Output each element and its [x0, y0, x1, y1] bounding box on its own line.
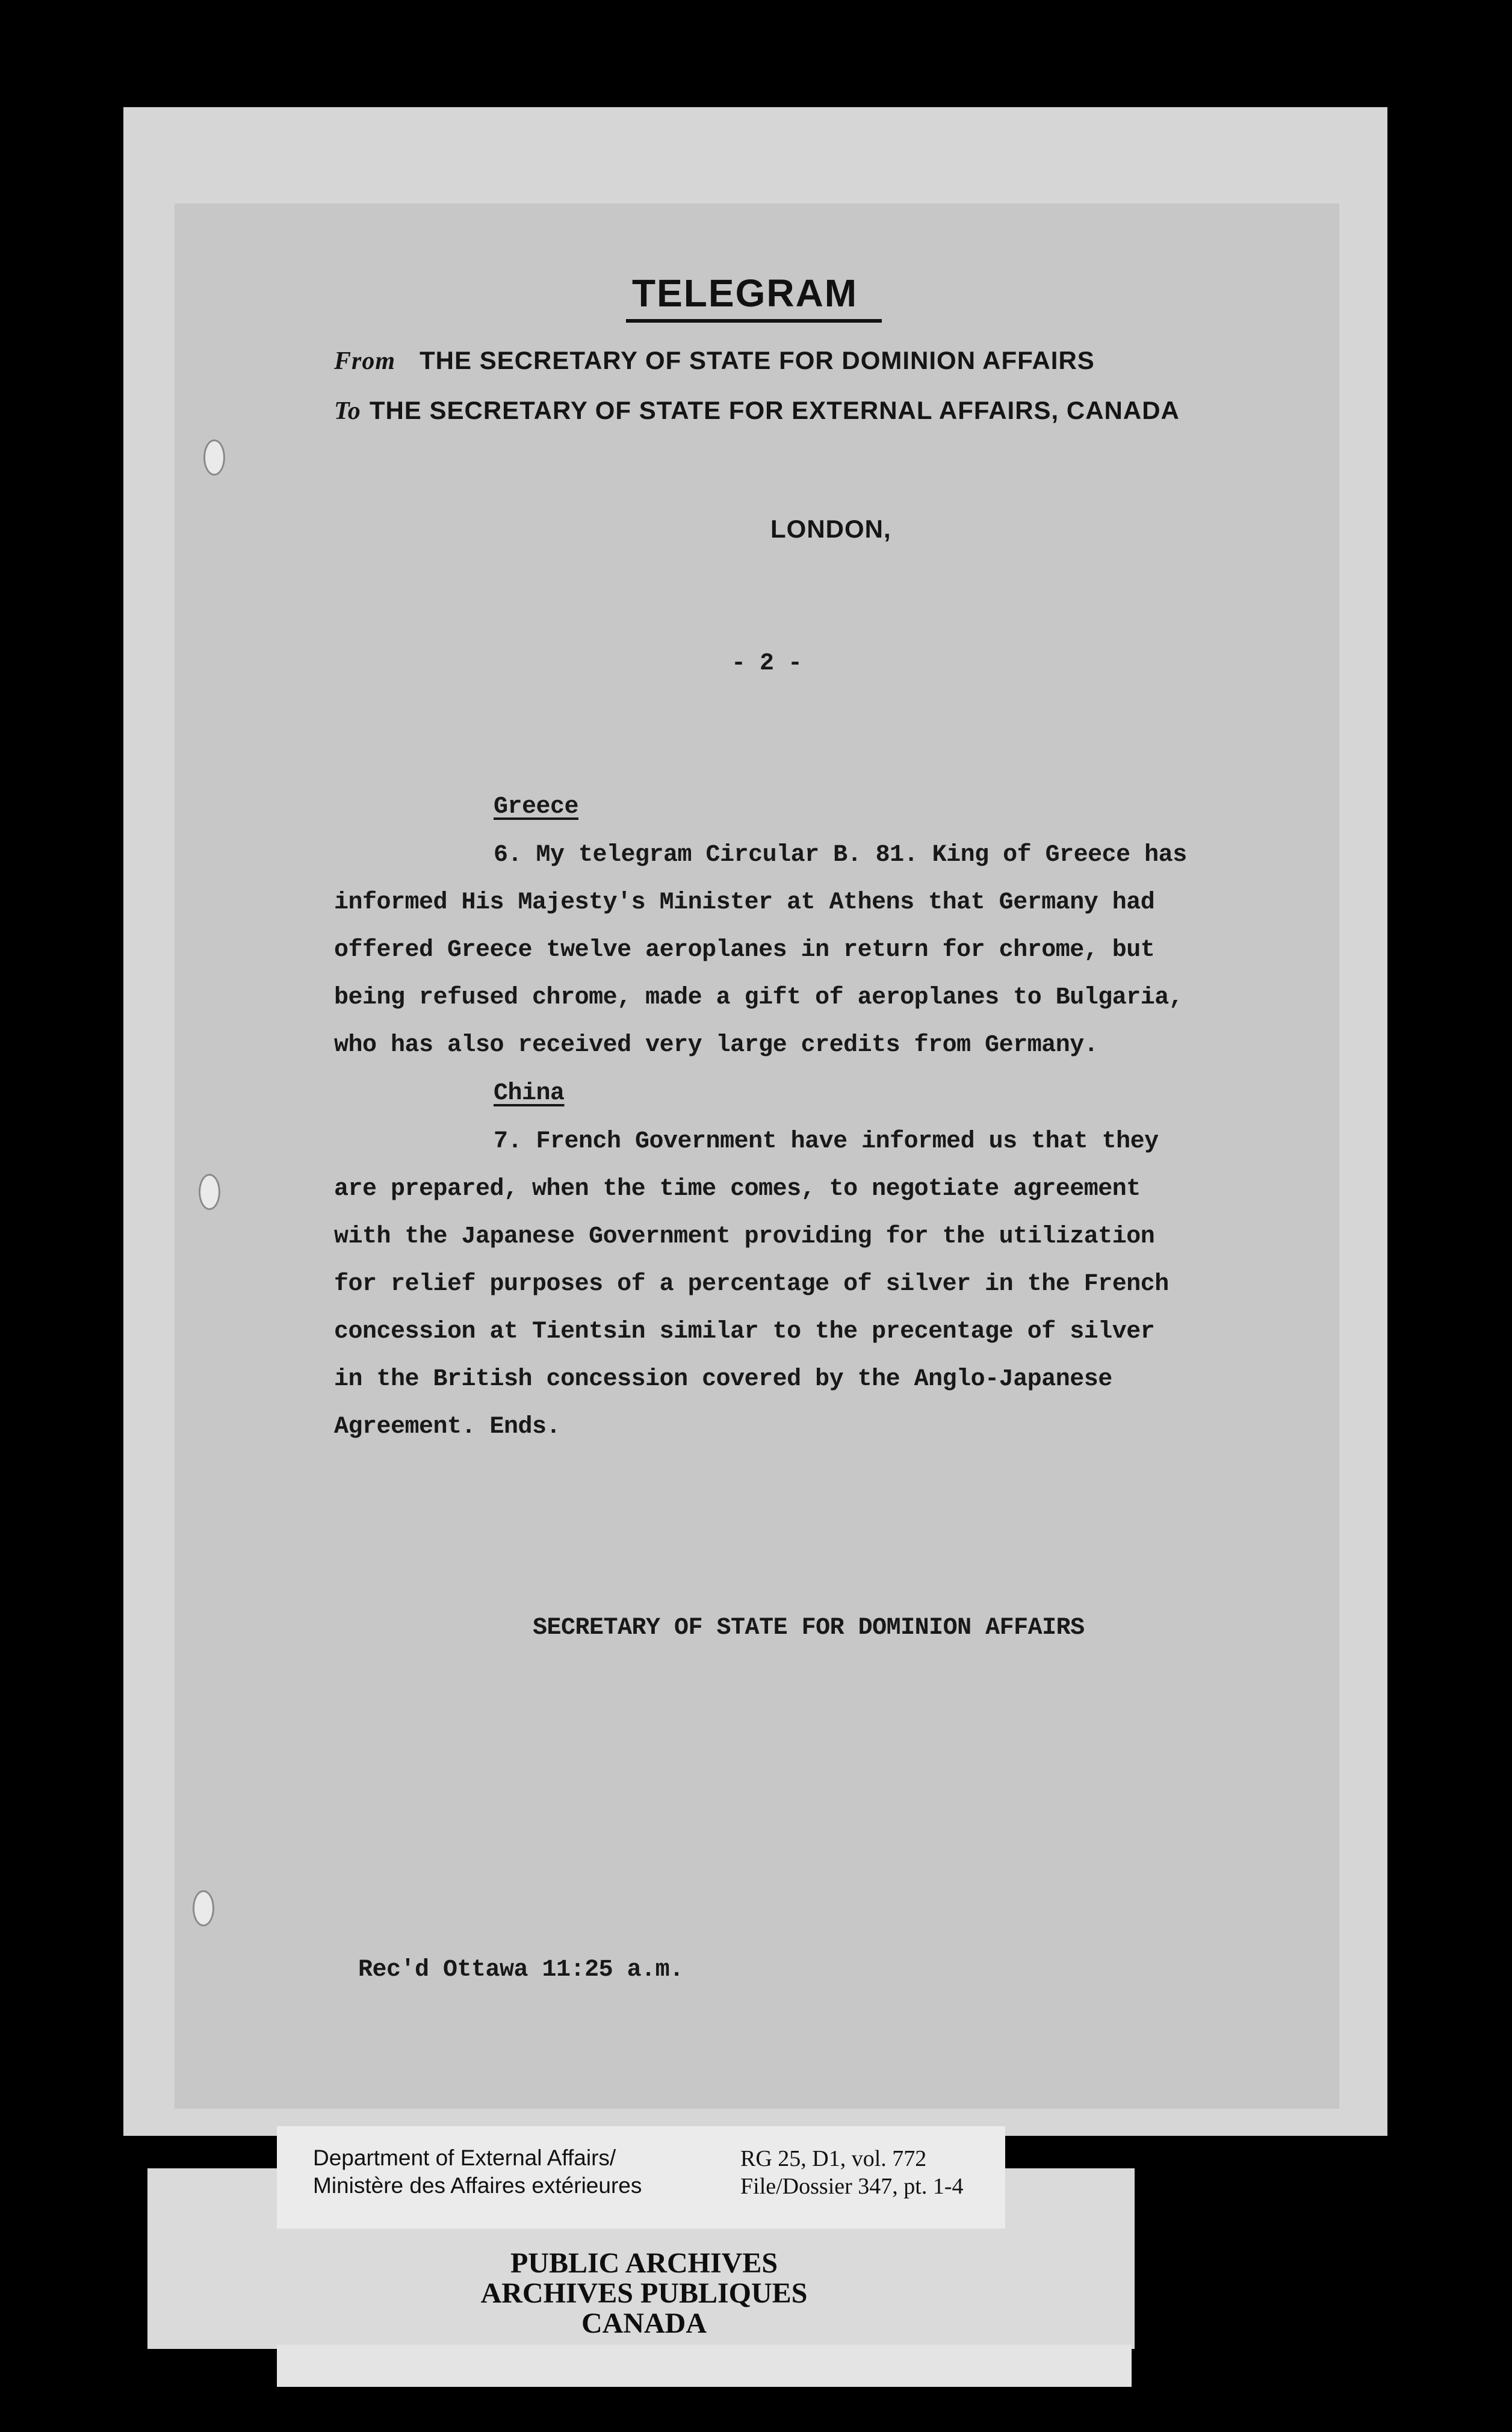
to-line: [334, 396, 1180, 426]
to-label: To: [334, 397, 361, 425]
department-line-fr: Ministère des Affaires extérieures: [313, 2173, 642, 2198]
telegram-title: TELEGRAM: [632, 271, 858, 315]
from-label: From: [334, 347, 396, 375]
text-line: are prepared, when the time comes, to negotiate agreement: [334, 1176, 1141, 1203]
section-heading-greece: Greece: [494, 793, 579, 820]
signature: SECRETARY OF STATE FOR DOMINION AFFAIRS: [533, 1615, 1085, 1642]
title-underline: [626, 319, 882, 323]
section-heading-china: China: [494, 1080, 565, 1107]
archive-stamp-strip: [277, 2345, 1132, 2387]
from-line: [334, 346, 1095, 376]
text-line: for relief purposes of a percentage of silver in the French: [334, 1271, 1169, 1298]
text-line: 6. My telegram Circular B. 81. King of Greece has: [494, 842, 1187, 869]
punch-hole: [193, 1890, 214, 1926]
text-line: informed His Majesty's Minister at Athens that Germany had: [334, 889, 1155, 916]
text-line: in the British concession covered by the Anglo-Japanese: [334, 1366, 1112, 1393]
text-line: 7. French Government have informed us that they: [494, 1128, 1159, 1155]
to-text: THE SECRETARY OF STATE FOR EXTERNAL AFFAIRS, CANADA: [369, 396, 1180, 424]
place-line: LONDON,: [770, 515, 891, 543]
stamp-line-1: PUBLIC ARCHIVES: [510, 2247, 778, 2279]
punch-hole: [199, 1174, 220, 1210]
department-line-en: Department of External Affairs/: [313, 2145, 616, 2170]
text-line: being refused chrome, made a gift of aeroplanes to Bulgaria,: [334, 984, 1183, 1011]
text-line: Agreement. Ends.: [334, 1413, 561, 1441]
stamp-line-2: ARCHIVES PUBLIQUES: [480, 2277, 808, 2309]
from-text: THE SECRETARY OF STATE FOR DOMINION AFFAIRS: [420, 346, 1095, 374]
received-time: Rec'd Ottawa 11:25 a.m.: [358, 1956, 684, 1984]
text-line: offered Greece twelve aeroplanes in return for chrome, but: [334, 937, 1155, 964]
text-line: who has also received very large credits from Germany.: [334, 1032, 1098, 1059]
record-group-ref: RG 25, D1, vol. 772: [740, 2146, 927, 2171]
page-number: - 2 -: [731, 650, 802, 677]
stamp-line-3: CANADA: [581, 2307, 707, 2339]
telegram-form: [175, 203, 1339, 2109]
text-line: concession at Tientsin similar to the precentage of silver: [334, 1318, 1155, 1345]
text-line: with the Japanese Government providing for the utilization: [334, 1223, 1155, 1250]
file-dossier-ref: File/Dossier 347, pt. 1-4: [740, 2174, 964, 2199]
punch-hole: [203, 439, 225, 476]
